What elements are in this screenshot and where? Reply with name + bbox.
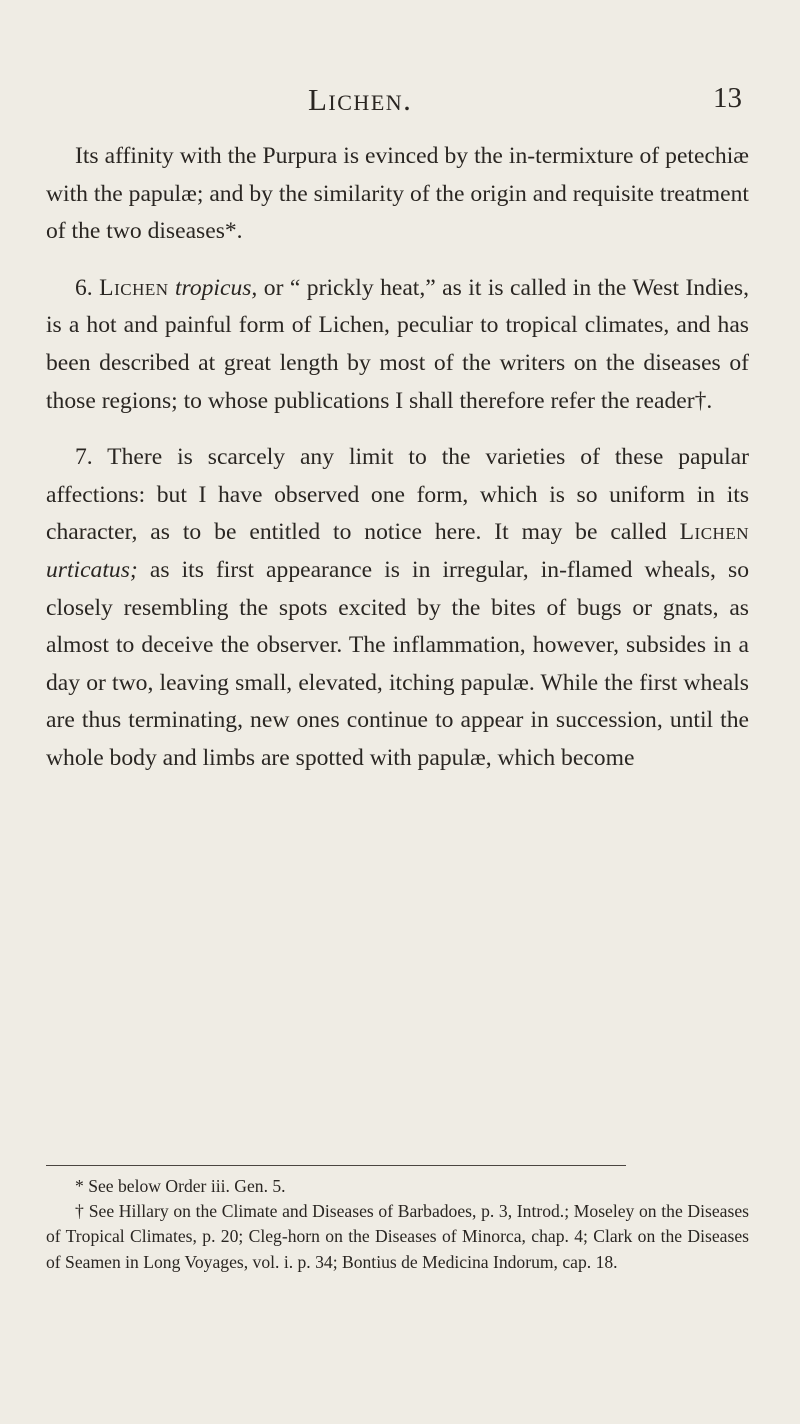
- term-lichen: Lichen: [679, 519, 749, 546]
- footnote-dagger: † See Hillary on the Climate and Diseases of Barbadoes, p. 3, Introd.; Moseley on the Diseases of Tropical Climates, p. 20; Cleg-horn on the Diseases of Minorca, chap. 4; Clark on the Diseases of Seamen in Long Voyages, vol. i. p. 34; Bontius de Medicina Indorum, cap. 18.: [46, 1201, 749, 1272]
- paragraph-lichen-tropicus: [46, 270, 749, 420]
- section-number-6: 6.: [75, 274, 93, 301]
- paragraph-text: as its first appearance is in irregular, in-flamed wheals, so closely resembling the spots excited by the bites of bugs or gnats, as almost to deceive the observer. The inflammation, however, subsides in a day or two, leaving small, elevated, itching papulæ. While the first wheals are thus terminating, new ones continue to appear in succession, until the whole body and limbs are spotted with papulæ, which become: [46, 556, 749, 771]
- body-text: [46, 138, 749, 778]
- species-urticatus: urticatus;: [46, 556, 138, 583]
- page-number: 13: [713, 82, 742, 114]
- paragraph-text: 7. There is scarcely any limit to the varieties of these papular affections: but I have observed one form, which is so uniform in its character, as to be entitled to notice here. It may be called: [46, 444, 749, 546]
- running-title: Lichen.: [308, 82, 413, 117]
- species-tropicus: tropicus,: [174, 274, 258, 301]
- paragraph-purpura-affinity: Its affinity with the Purpura is evinced by the in-termixture of petechiæ with the papulæ; and by the similarity of the origin and requisite treatment of the two diseases*.: [46, 143, 749, 245]
- paragraph-lichen-urticatus: [46, 439, 749, 777]
- footnote-rule: [46, 1165, 626, 1166]
- footnote-asterisk: * See below Order iii. Gen. 5.: [75, 1176, 286, 1196]
- paragraph-text: or “ prickly heat,” as it is called in the West Indies, is a hot and painful form of Lichen, peculiar to tropical climates, and has been described at great length by most of the writers on the diseases of those regions; to whose publications I shall therefore refer the reader†.: [46, 274, 749, 414]
- page-header: [0, 82, 800, 126]
- term-lichen: Lichen: [99, 274, 169, 301]
- footnotes: [46, 1174, 749, 1275]
